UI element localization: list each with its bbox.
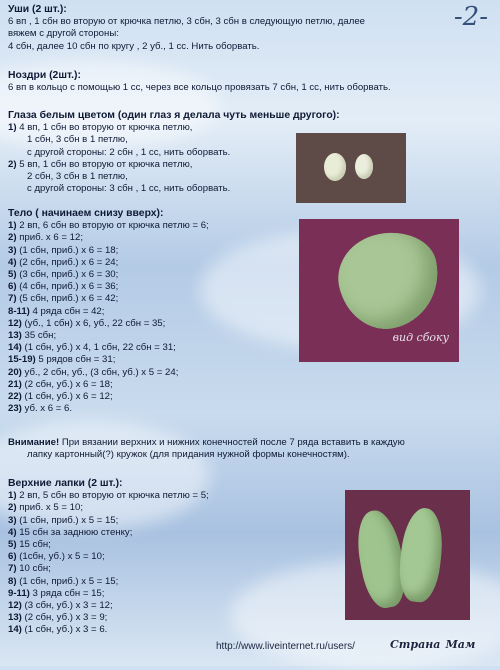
attention-line: Внимание! При вязании верхних и нижних конечностей после 7 ряда вставить в каждую <box>8 437 405 448</box>
paws-photo <box>345 490 470 620</box>
eye-piece <box>324 153 346 181</box>
crocheted-paw <box>396 506 446 604</box>
eye-step-line: 2 сбн, 3 сбн в 1 петлю, <box>27 171 128 183</box>
eyes-title: Глаза белым цветом (один глаз я делала чуть меньше другого): <box>8 110 340 121</box>
ears-line: 6 вп , 1 сбн во вторую от крючка петлю, 3 сбн, 3 сбн в следующую петлю, далее <box>8 16 365 28</box>
photo-caption: вид сбоку <box>392 331 449 344</box>
paws-row: 14) (1 сбн, уб.) х 3 = 6. <box>8 624 108 636</box>
paws-row: 8) (1 сбн, приб.) х 5 = 15; <box>8 575 119 587</box>
eyes-section <box>8 110 340 195</box>
body-row: 14) (1 сбн, уб.) х 4, 1 сбн, 22 сбн = 31; <box>8 342 176 354</box>
eyes-photo <box>296 133 406 203</box>
paws-row: 5) 15 сбн; <box>8 539 51 551</box>
body-row: 1) 2 вп, 6 сбн во вторую от крючка петлю = 6; <box>8 220 209 232</box>
body-title: Тело ( начинаем снизу вверх): <box>8 208 164 219</box>
body-row: 5) (3 сбн, приб.) х 6 = 30; <box>8 269 119 281</box>
body-side-view-photo <box>299 219 459 362</box>
page-number: -2- <box>453 2 488 32</box>
eye-piece <box>355 154 373 179</box>
nostrils-section <box>8 70 391 94</box>
paws-row: 4) 15 сбн за заднюю стенку; <box>8 526 133 538</box>
attention-line: лапку картонный(?) кружок (для придания нужной формы конечностям). <box>27 449 350 461</box>
body-row: 7) (5 сбн, приб.) х 6 = 42; <box>8 293 119 305</box>
crocheted-body <box>330 224 448 338</box>
paws-row: 12) (3 сбн, уб.) х 3 = 12; <box>8 600 113 612</box>
paws-row: 2) приб. х 5 = 10; <box>8 502 83 514</box>
body-row: 3) (1 сбн, приб.) х 6 = 18; <box>8 244 119 256</box>
body-row: 15-19) 5 рядов сбн = 31; <box>8 354 116 366</box>
body-section <box>8 208 209 415</box>
body-row: 13) 35 сбн; <box>8 330 57 342</box>
site-logo: Страна Мам <box>390 638 476 651</box>
paws-section <box>8 478 209 637</box>
paws-row: 1) 2 вп, 5 сбн во вторую от крючка петлю = 5; <box>8 490 209 502</box>
paws-row: 3) (1 сбн, приб.) х 5 = 15; <box>8 514 119 526</box>
eye-step: 2) 5 вп, 1 сбн во вторую от крючка петлю, <box>8 158 193 170</box>
body-row: 6) (4 сбн, приб.) х 6 = 36; <box>8 281 119 293</box>
body-row: 12) (уб., 1 сбн) х 6, уб., 22 сбн = 35; <box>8 317 166 329</box>
body-row: 8-11) 4 ряда сбн = 42; <box>8 305 105 317</box>
attention-label: Внимание! <box>8 437 60 448</box>
eye-step-line: с другой стороны: 2 сбн , 1 сс, нить оборвать. <box>27 146 231 158</box>
ears-line: вяжем с другой стороны: <box>8 28 119 40</box>
body-row: 2) приб. х 6 = 12; <box>8 232 83 244</box>
body-row: 21) (2 сбн, уб.) х 6 = 18; <box>8 378 113 390</box>
attention-section <box>8 437 405 461</box>
eye-step-line: с другой стороны: 3 сбн , 1 сс, нить оборвать. <box>27 183 231 195</box>
eye-step-line: 1 сбн, 3 сбн в 1 петлю, <box>27 134 128 146</box>
paws-row: 7) 10 сбн; <box>8 563 51 575</box>
paws-title: Верхние лапки (2 шт.): <box>8 478 123 489</box>
eye-step: 1) 4 вп, 1 сбн во вторую от крючка петлю, <box>8 122 193 134</box>
body-row: 22) (1 сбн, уб.) х 6 = 12; <box>8 391 113 403</box>
ears-title: Уши (2 шт.): <box>8 4 67 15</box>
body-row: 23) уб. х 6 = 6. <box>8 403 73 415</box>
nostrils-line: 6 вп в кольцо с помощью 1 сс, через все кольцо провязать 7 сбн, 1 сс, нить оборвать. <box>8 82 391 94</box>
paws-row: 13) (2 сбн, уб.) х 3 = 9; <box>8 612 108 624</box>
paws-row: 6) (1сбн, уб.) х 5 = 10; <box>8 551 105 563</box>
ears-line: 4 сбн, далее 10 сбн по кругу , 2 уб., 1 сс. Нить оборвать. <box>8 40 260 52</box>
ears-section <box>8 4 365 53</box>
paws-row: 9-11) 3 ряда сбн = 15; <box>8 587 105 599</box>
source-url[interactable]: http://www.liveinternet.ru/users/ <box>216 641 355 652</box>
nostrils-title: Ноздри (2шт.): <box>8 70 81 81</box>
body-row: 20) уб., 2 сбн, уб., (3 сбн, уб.) х 5 = 24; <box>8 366 179 378</box>
body-row: 4) (2 сбн, приб.) х 6 = 24; <box>8 256 119 268</box>
